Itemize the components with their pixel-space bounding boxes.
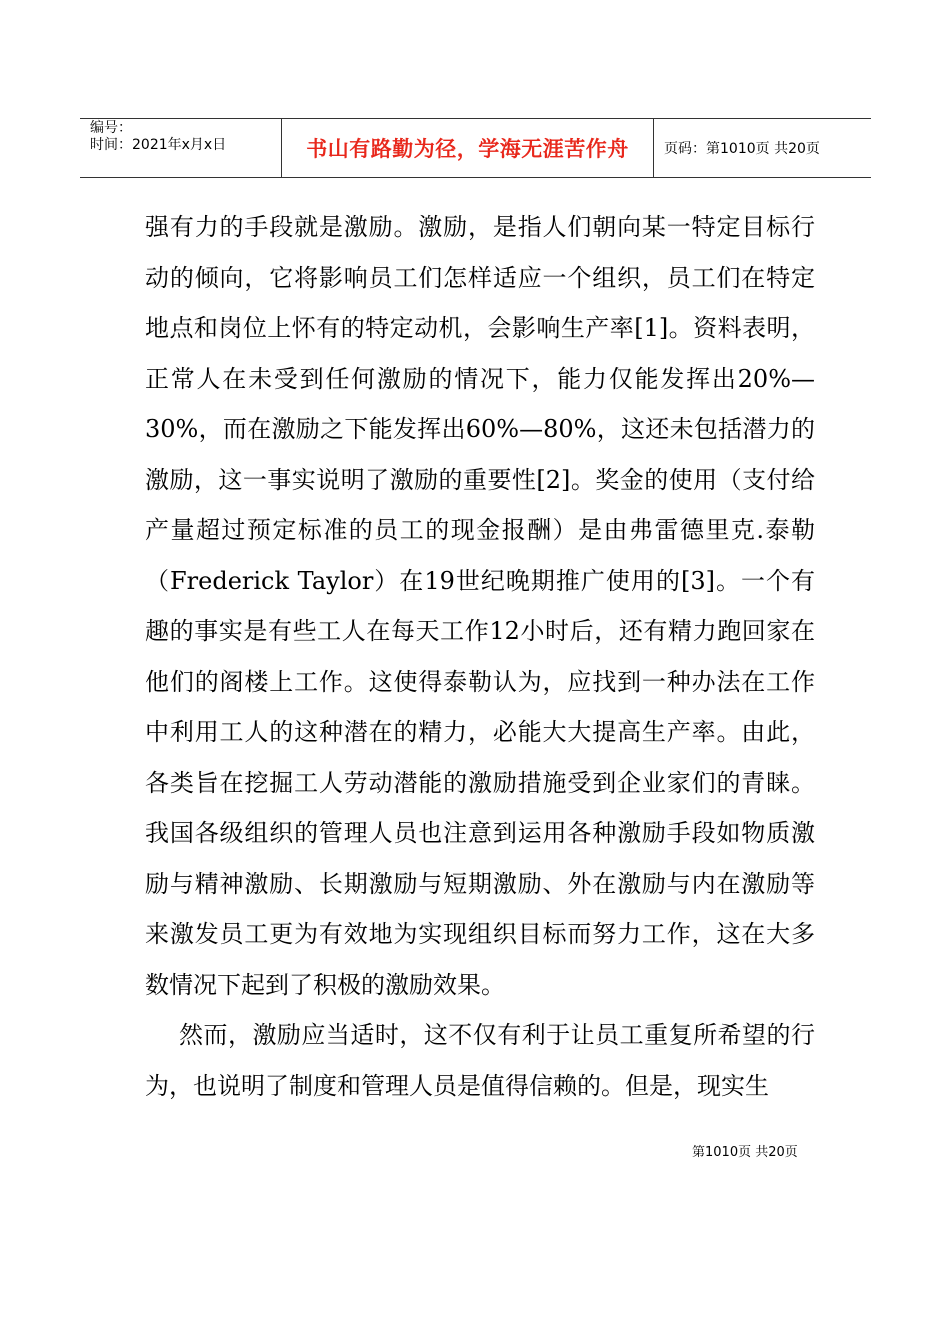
paragraph: 强有力的手段就是激励。激励，是指人们朝向某一特定目标行动的倾向，它将影响员工们怎样适应一个组织，员工们在特定地点和岗位上怀有的特定动机，会影响生产率[1]。资料表明，正常人在未受到任何激励的情况下，能力仅能发挥出20%—30%，而在激励之下能发挥出60%—80%，这还未包括潜力的激励，这一事实说明了激励的重要性[2]。奖金的使用（支付给产量超过预定标准的员工的现金报酬）是由弗雷德里克.泰勒（Frederick Taylor）在19世纪晚期推广使用的[3]。一个有趣的事实是有些工人在每天工作12小时后，还有精力跑回家在他们的阁楼上工作。这使得泰勒认为，应找到一种办法在工作中利用工人的这种潜在的精力，必能大大提高生产率。由此，各类旨在挖掘工人劳动潜能的激励措施受到企业家们的青睐。我国各级组织的管理人员也注意到运用各种激励手段如物质激励与精神激励、长期激励与短期激励、外在激励与内在激励等来激发员工更为有效地为实现组织目标而努力工作，这在大多数情况下起到了积极的激励效果。 (145, 213, 815, 999)
number-label: 编号： (90, 120, 132, 136)
header-page-cell (654, 119, 871, 177)
header-meta-cell (80, 119, 282, 177)
document-header (80, 118, 871, 178)
motto-text: 书山有路勤为径，学海无涯苦作舟 (306, 137, 629, 161)
time-label: 时间：2021年x月x日 (90, 137, 227, 153)
paragraph: 然而，激励应当适时，这不仅有利于让员工重复所希望的行为，也说明了制度和管理人员是值得信赖的。但是，现实生 (145, 1021, 815, 1100)
body-text (145, 202, 815, 1111)
header-motto-cell (282, 119, 654, 177)
header-page-info: 页码：第1010页 共20页 (664, 141, 820, 157)
page-footer: 第1010页 共20页 (692, 1145, 798, 1160)
